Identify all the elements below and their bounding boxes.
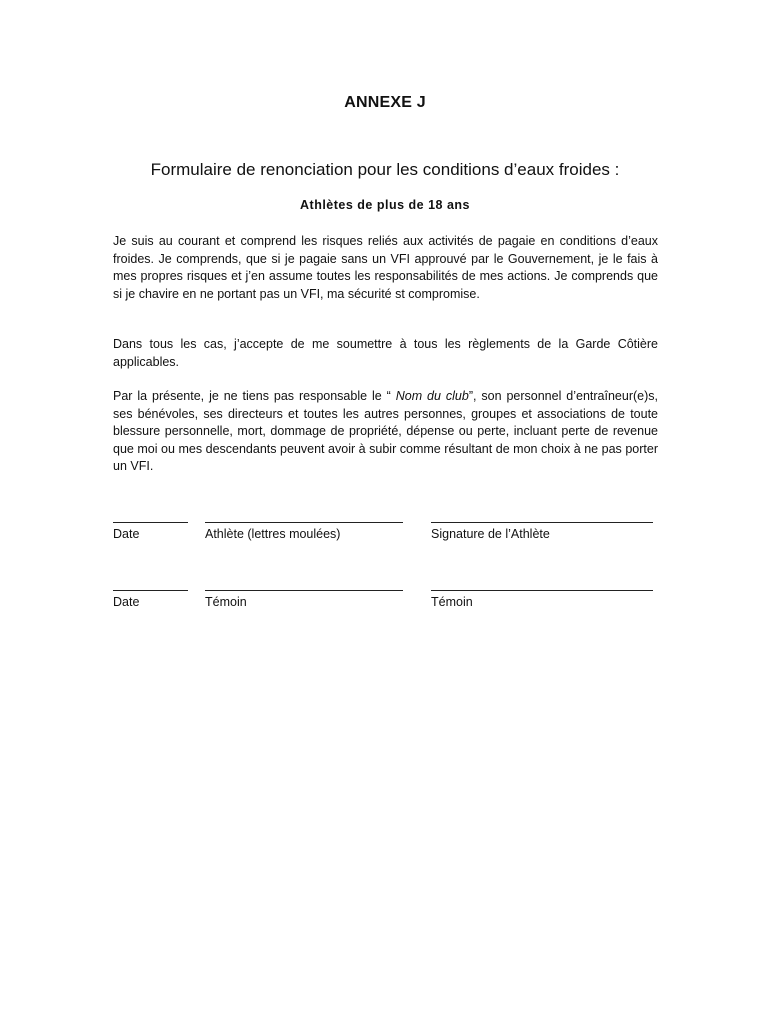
- paragraph-risks: Je suis au courant et comprend les risques reliés aux activités de pagaie en conditions d’eaux froides. Je comprends, que si je pagaie sans un VFI approuvé par le Gouvernement, je le fais à mes propres risques et j’en assume toutes les responsabilités de mes actions. Je comprends que si je chavire en ne portant pas un VFI, ma sécurité st compromise.: [113, 234, 658, 301]
- date-field[interactable]: [113, 510, 188, 541]
- document-title: ANNEXE J: [344, 94, 426, 111]
- athlete-name-label: Athlète (lettres moulées): [205, 527, 341, 541]
- liability-text-start: Par la présente, je ne tiens pas responsable le “: [113, 389, 396, 403]
- club-name-placeholder: Nom du club: [395, 389, 469, 403]
- athlete-signature-line[interactable]: [431, 510, 653, 523]
- paragraph-liability: [113, 388, 658, 476]
- witness-date-label: Date: [113, 595, 140, 609]
- athlete-signature-field[interactable]: [431, 510, 653, 541]
- liability-text-end: ”, son personnel d’entraîneur(e)s, ses bénévoles, ses directeurs et toutes les autres personnes, groupes et associations de toute blessure personnelle, mort, dommage de propriété, dépense ou perte, incluant perte de revenue que moi ou mes descendants peuvent avoir à subir comme résultant de mon choix à ne pas porter un VFI.: [113, 389, 658, 473]
- document-subtitle: Formulaire de renonciation pour les conditions d’eaux froides :: [150, 160, 620, 179]
- athlete-signature-label: Signature de l’Athlète: [431, 527, 550, 541]
- witness-2-field[interactable]: [431, 578, 653, 609]
- document-subheading: Athlètes de plus de 18 ans: [300, 198, 470, 212]
- witness-1-field[interactable]: [205, 578, 403, 609]
- witness-2-label: Témoin: [431, 595, 473, 609]
- witness-date-field[interactable]: [113, 578, 188, 609]
- athlete-name-line[interactable]: [205, 510, 403, 523]
- signature-row-athlete: [113, 510, 658, 550]
- witness-date-line[interactable]: [113, 578, 188, 591]
- witness-1-line[interactable]: [205, 578, 403, 591]
- signature-row-witness: [113, 578, 658, 618]
- paragraph-coast-guard: Dans tous les cas, j’accepte de me soumettre à tous les règlements de la Garde Côtière applicables.: [113, 337, 658, 369]
- date-label: Date: [113, 527, 140, 541]
- witness-2-line[interactable]: [431, 578, 653, 591]
- athlete-name-field[interactable]: [205, 510, 403, 541]
- witness-1-label: Témoin: [205, 595, 247, 609]
- date-line[interactable]: [113, 510, 188, 523]
